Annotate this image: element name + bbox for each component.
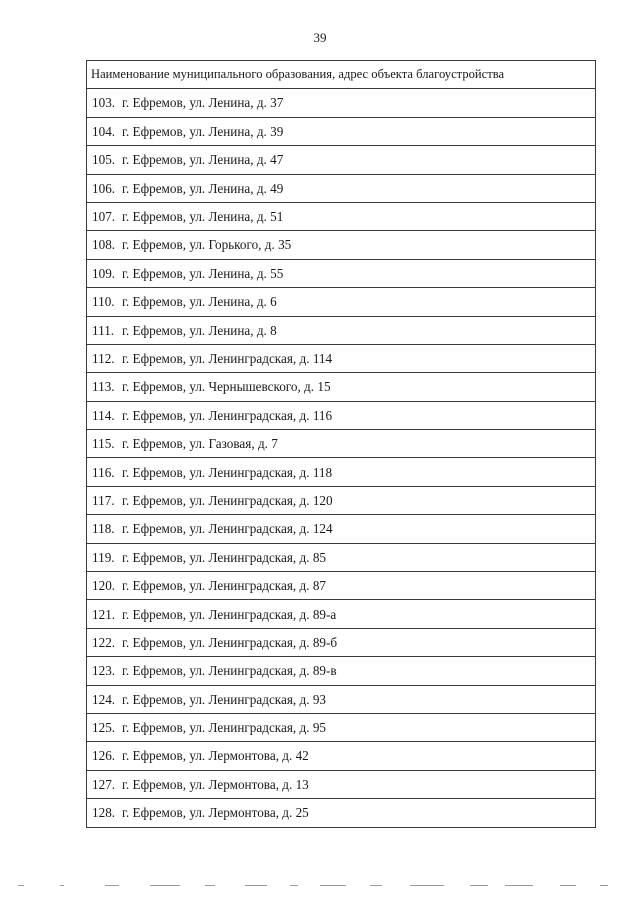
table-row <box>87 543 596 571</box>
row-number: 128. <box>92 805 116 821</box>
row-address: г. Ефремов, ул. Ленинградская, д. 89-в <box>122 663 337 679</box>
row-number: 111. <box>92 322 115 338</box>
table-cell <box>87 89 596 117</box>
table-row <box>87 685 596 713</box>
row-number: 125. <box>92 720 116 736</box>
table-row <box>87 799 596 827</box>
table-row <box>87 458 596 486</box>
row-number: 107. <box>92 209 116 225</box>
table-cell <box>87 259 596 287</box>
table-cell <box>87 202 596 230</box>
row-number: 121. <box>92 606 116 622</box>
row-number: 113. <box>92 379 115 395</box>
table-row <box>87 231 596 259</box>
table-row <box>87 174 596 202</box>
table-cell <box>87 657 596 685</box>
table-row <box>87 202 596 230</box>
table-cell <box>87 430 596 458</box>
row-address: г. Ефремов, ул. Ленина, д. 55 <box>122 265 284 281</box>
table-row <box>87 288 596 316</box>
table-header: Наименование муниципального образования, адрес объекта благоустройства <box>87 61 596 89</box>
table-cell <box>87 515 596 543</box>
table-cell <box>87 146 596 174</box>
row-address: г. Ефремов, ул. Горького, д. 35 <box>122 237 292 253</box>
table-row <box>87 401 596 429</box>
row-number: 127. <box>92 776 116 792</box>
table-cell <box>87 628 596 656</box>
table-cell <box>87 600 596 628</box>
row-address: г. Ефремов, ул. Ленинградская, д. 124 <box>122 521 333 537</box>
table-cell <box>87 543 596 571</box>
row-address: г. Ефремов, ул. Лермонтова, д. 42 <box>122 748 309 764</box>
table-row <box>87 713 596 741</box>
table-row <box>87 430 596 458</box>
table-row <box>87 742 596 770</box>
row-number: 103. <box>92 95 116 111</box>
row-address: г. Ефремов, ул. Ленинградская, д. 87 <box>122 578 327 594</box>
row-number: 120. <box>92 578 116 594</box>
table-cell <box>87 231 596 259</box>
row-number: 106. <box>92 180 116 196</box>
table-row <box>87 486 596 514</box>
table-row <box>87 373 596 401</box>
table-cell <box>87 344 596 372</box>
row-number: 126. <box>92 748 116 764</box>
address-table <box>86 60 596 828</box>
table-cell <box>87 486 596 514</box>
row-address: г. Ефремов, ул. Ленинградская, д. 116 <box>122 407 333 423</box>
row-address: г. Ефремов, ул. Ленина, д. 47 <box>122 152 284 168</box>
row-number: 116. <box>92 464 115 480</box>
row-address: г. Ефремов, ул. Ленина, д. 49 <box>122 180 284 196</box>
row-address: г. Ефремов, ул. Чернышевского, д. 15 <box>122 379 331 395</box>
row-address: г. Ефремов, ул. Ленинградская, д. 93 <box>122 691 327 707</box>
table-cell <box>87 799 596 827</box>
table-cell <box>87 174 596 202</box>
row-number: 124. <box>92 691 116 707</box>
row-address: г. Ефремов, ул. Лермонтова, д. 25 <box>122 805 309 821</box>
table-row <box>87 770 596 798</box>
table-row <box>87 316 596 344</box>
row-address: г. Ефремов, ул. Газовая, д. 7 <box>122 436 278 452</box>
row-address: г. Ефремов, ул. Ленинградская, д. 89-а <box>122 606 337 622</box>
row-address: г. Ефремов, ул. Ленинградская, д. 95 <box>122 720 327 736</box>
table-row <box>87 89 596 117</box>
table-row <box>87 344 596 372</box>
table-row <box>87 259 596 287</box>
row-address: г. Ефремов, ул. Ленина, д. 6 <box>122 294 277 310</box>
row-address: г. Ефремов, ул. Ленинградская, д. 118 <box>122 464 333 480</box>
row-address: г. Ефремов, ул. Ленина, д. 8 <box>122 322 277 338</box>
row-number: 109. <box>92 265 116 281</box>
table-cell <box>87 770 596 798</box>
row-address: г. Ефремов, ул. Ленина, д. 39 <box>122 123 284 139</box>
table-cell <box>87 373 596 401</box>
table-header-row <box>87 61 596 89</box>
row-number: 104. <box>92 123 116 139</box>
table-row <box>87 146 596 174</box>
row-number: 118. <box>92 521 115 537</box>
row-number: 110. <box>92 294 115 310</box>
table-body <box>87 89 596 827</box>
row-address: г. Ефремов, ул. Ленинградская, д. 89-б <box>122 634 338 650</box>
table-row <box>87 657 596 685</box>
row-address: г. Ефремов, ул. Лермонтова, д. 13 <box>122 776 309 792</box>
page-number: 39 <box>313 30 327 45</box>
row-address: г. Ефремов, ул. Ленинградская, д. 120 <box>122 492 333 508</box>
table-cell <box>87 316 596 344</box>
row-address: г. Ефремов, ул. Ленинградская, д. 114 <box>122 351 333 366</box>
table-row <box>87 572 596 600</box>
row-address: г. Ефремов, ул. Ленинградская, д. 85 <box>122 549 327 565</box>
table-cell <box>87 685 596 713</box>
row-number: 108. <box>92 237 116 253</box>
row-address: г. Ефремов, ул. Ленина, д. 51 <box>122 209 284 225</box>
row-number: 123. <box>92 663 116 679</box>
table-cell <box>87 713 596 741</box>
table-row <box>87 628 596 656</box>
table-row <box>87 515 596 543</box>
row-number: 119. <box>92 549 115 565</box>
row-number: 115. <box>92 436 115 452</box>
table-cell <box>87 401 596 429</box>
row-number: 117. <box>92 492 115 508</box>
table-cell <box>87 288 596 316</box>
table-cell <box>87 742 596 770</box>
table-row <box>87 117 596 145</box>
scan-noise-line <box>0 885 640 889</box>
table-cell <box>87 572 596 600</box>
row-number: 112. <box>92 351 115 366</box>
table-cell <box>87 458 596 486</box>
row-number: 105. <box>92 152 116 168</box>
row-address: г. Ефремов, ул. Ленина, д. 37 <box>122 95 284 111</box>
row-number: 122. <box>92 634 116 650</box>
table-row <box>87 600 596 628</box>
row-number: 114. <box>92 407 115 423</box>
table-cell <box>87 117 596 145</box>
